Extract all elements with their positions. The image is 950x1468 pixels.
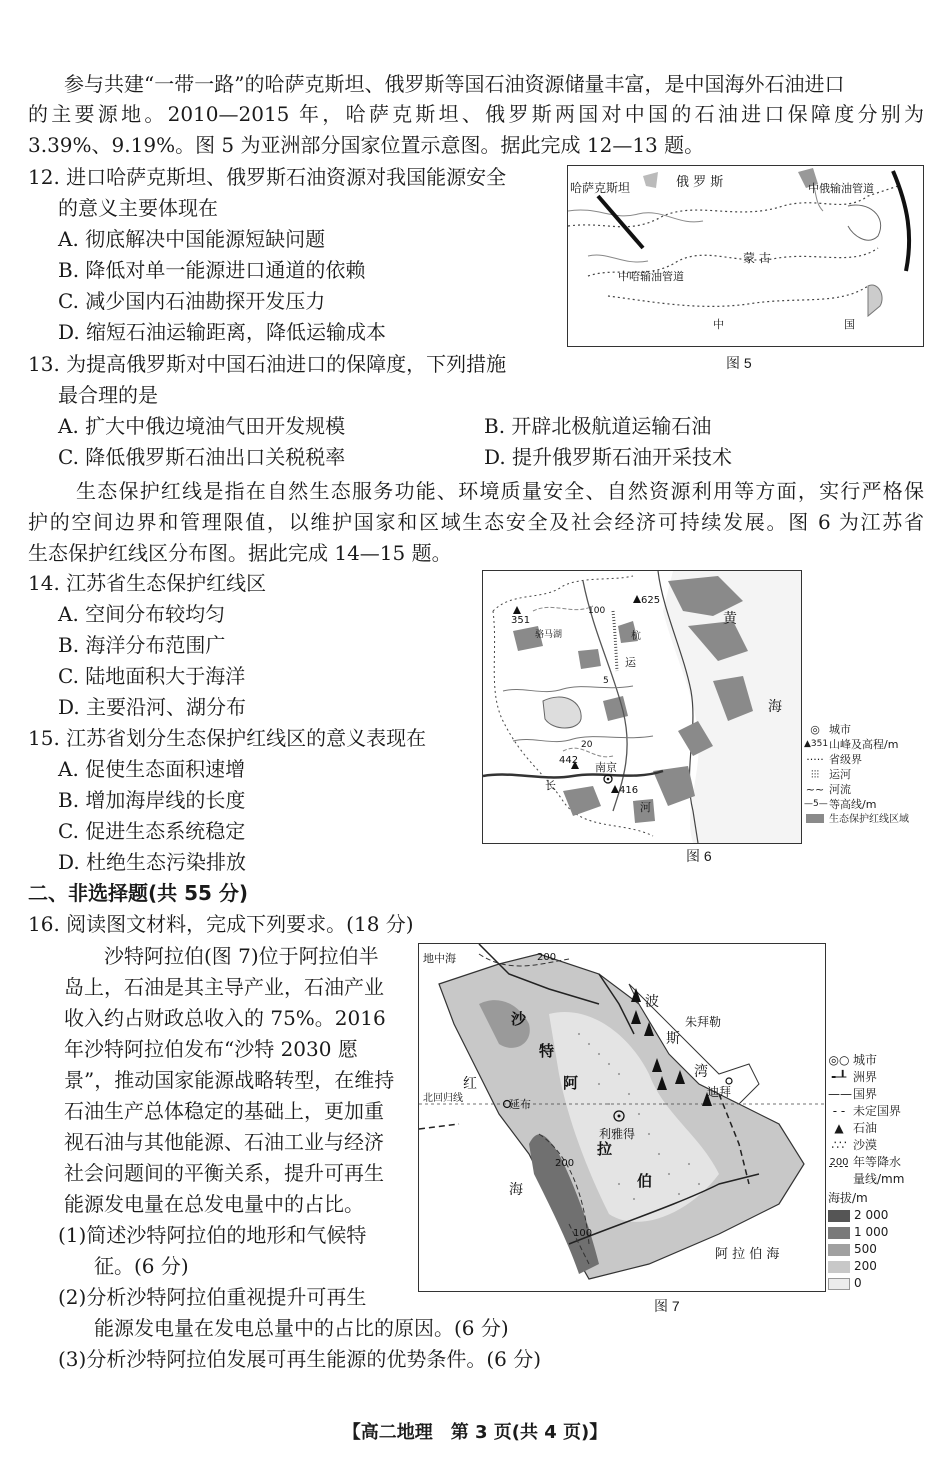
q13-stem-line1: 13. 为提高俄罗斯对中国石油进口的保障度，下列措施 [28, 352, 507, 376]
q14-option-c[interactable]: C. 陆地面积大于海洋 [58, 664, 246, 688]
fig7-label-yanbu: 延布 [509, 1098, 531, 1111]
q16-material-line9: 能源发电量在总发电量中的占比。 [64, 1192, 364, 1216]
intro2-line1: 生态保护红线是指在自然生态服务功能、环境质量安全、自然资源利用等方面，实行严格保 [76, 479, 924, 503]
figure-7-caption: 图 7 [654, 1298, 680, 1314]
fig6-label-contour-100: 100 [588, 606, 606, 616]
fig6-label-hang: 杭 [631, 631, 641, 642]
q12-option-a[interactable]: A. 彻底解决中国能源短缺问题 [58, 227, 326, 251]
fig5-label-china-1: 中 [713, 318, 724, 331]
fig5-label-russia: 俄 罗 斯 [676, 175, 724, 190]
figure-6-caption: 图 6 [686, 848, 712, 864]
figure-7-map-svg [419, 944, 825, 1291]
river-icon: ~~ [805, 783, 825, 796]
fig6-label-peak-442: 442 [559, 755, 579, 766]
fig7-label-saudi-2: 特 [539, 1042, 555, 1060]
fig7-legend-city: 城市 [853, 1053, 878, 1067]
fig7-elev-500: 500 [854, 1242, 877, 1256]
fig7-label-200-a: 200 [537, 952, 557, 963]
q13-option-c[interactable]: C. 降低俄罗斯石油出口关税税率 [58, 445, 346, 469]
fig7-label-saudi-5: 伯 [637, 1172, 653, 1190]
section-2-title: 二、非选择题(共 55 分) [28, 881, 249, 905]
fig6-legend-province: 省级界 [829, 753, 862, 766]
figure-6-map [482, 570, 802, 844]
fig5-label-china-2: 国 [844, 318, 855, 331]
peak-icon: ▲351 [804, 739, 829, 749]
q16-sub2-line1: (2)分析沙特阿拉伯重视提升可再生 [58, 1285, 367, 1309]
q15-option-b[interactable]: B. 增加海岸线的长度 [58, 788, 246, 812]
intro1-line2: 的主要源地。2010—2015 年，哈萨克斯坦、俄罗斯两国对中国的石油进口保障度分别为 [28, 102, 924, 126]
figure-7-legend [828, 1052, 946, 1292]
q16-material-line3: 收入约占财政总收入的 75%。2016 [64, 1006, 386, 1030]
fig6-label-nanjing: 南京 [595, 761, 617, 774]
intro1-line1: 参与共建“一带一路”的哈萨克斯坦、俄罗斯等国石油资源储量丰富，是中国海外石油进口 [64, 72, 845, 96]
fig7-label-saudi-4: 拉 [597, 1140, 613, 1158]
figure-5-caption: 图 5 [726, 355, 752, 371]
q16-sub1-line2: 征。(6 分) [94, 1254, 189, 1278]
q12-stem-line2: 的意义主要体现在 [58, 196, 218, 220]
fig6-legend-city: 城市 [829, 723, 851, 736]
redline-zone-icon [804, 812, 826, 827]
fig7-elev-200: 200 [854, 1259, 877, 1273]
intro1-line3: 3.39%、9.19%。图 5 为亚洲部分国家位置示意图。据此完成 12—13 题。 [28, 133, 705, 157]
q16-sub2-line2: 能源发电量在发电总量中的占比的原因。(6 分) [94, 1316, 509, 1340]
fig6-legend-canal: 运河 [829, 768, 851, 781]
fig7-label-med: 地中海 [423, 952, 456, 965]
q12-stem-line1: 12. 进口哈萨克斯坦、俄罗斯石油资源对我国能源安全 [28, 165, 507, 189]
fig7-label-dubai: 迪拜 [707, 1085, 732, 1099]
q14-stem: 14. 江苏省生态保护红线区 [28, 571, 267, 595]
fig6-label-sea-1: 黄 [723, 611, 737, 627]
elev-swatch-1000 [828, 1227, 850, 1239]
fig7-elev-1000: 1 000 [854, 1225, 889, 1239]
fig7-legend-undefined: 未定国界 [853, 1104, 902, 1118]
q14-option-d[interactable]: D. 主要沿河、湖分布 [58, 695, 247, 719]
fig7-elev-2000: 2 000 [854, 1208, 889, 1222]
q16-material-line2: 岛上，石油是其主导产业，石油产业 [64, 975, 384, 999]
fig7-label-tropic: 北回归线 [423, 1093, 463, 1104]
canal-icon: ⫶⫶⫶ [810, 768, 820, 781]
q16-material-line6: 石油生产总体稳定的基础上，更加重 [64, 1099, 384, 1123]
province-boundary-icon: ····· [806, 753, 824, 766]
fig5-label-pipeline-ru: 中俄输油管道 [808, 182, 874, 195]
q15-option-a[interactable]: A. 促使生态面积速增 [58, 757, 246, 781]
q16-material-line4: 年沙特阿拉伯发布“沙特 2030 愿 [64, 1037, 358, 1061]
fig6-legend-redline: 生态保护红线区域 [829, 814, 909, 825]
isohyet-icon: 200 [829, 1157, 849, 1168]
fig7-legend-continent: 洲界 [853, 1070, 878, 1084]
fig7-label-100: 100 [573, 1228, 593, 1239]
fig6-label-yangtze: 长 [545, 779, 556, 792]
figure-7-map [418, 943, 826, 1292]
elev-swatch-200 [828, 1261, 850, 1273]
fig6-peak-icon-625 [633, 595, 641, 603]
fig7-label-saudi-3: 阿 [563, 1074, 579, 1092]
fig6-label-peak-351: 351 [511, 615, 531, 626]
q12-option-d[interactable]: D. 缩短石油运输距离，降低运输成本 [58, 320, 387, 344]
q12-option-b[interactable]: B. 降低对单一能源进口通道的依赖 [58, 258, 366, 282]
fig6-label-contour-5: 5 [603, 676, 609, 686]
fig6-label-canal-1: 运 [625, 656, 636, 669]
figure-6-map-svg [483, 571, 801, 843]
page-footer: 【高二地理 第 3 页(共 4 页)】 [342, 1422, 608, 1443]
fig7-label-200-b: 200 [555, 1158, 575, 1169]
q15-stem: 15. 江苏省划分生态保护红线区的意义表现在 [28, 726, 427, 750]
q16-material-line5: 景”，推动国家能源战略转型，在维持 [64, 1068, 395, 1092]
fig6-legend-contour: 等高线/m [829, 798, 877, 811]
fig6-peak-icon-351 [513, 606, 521, 614]
national-boundary-icon: —— [828, 1087, 852, 1101]
fig7-label-riyadh: 利雅得 [599, 1127, 636, 1141]
q14-option-a[interactable]: A. 空间分布较均匀 [58, 602, 226, 626]
fig7-legend-isohyet-2: 量线/mm [853, 1172, 905, 1186]
elev-swatch-500 [828, 1244, 850, 1256]
city-icon: ◎ [810, 723, 820, 736]
figure-5-map [567, 165, 924, 347]
elev-swatch-0 [828, 1278, 850, 1290]
fig7-label-red-1: 红 [463, 1076, 477, 1092]
q16-sub3: (3)分析沙特阿拉伯发展可再生能源的优势条件。(6 分) [58, 1347, 542, 1371]
q13-stem-line2: 最合理的是 [58, 383, 158, 407]
q16-sub1-line1: (1)简述沙特阿拉伯的地形和气候特 [58, 1223, 367, 1247]
oil-icon: ▲ [834, 1121, 844, 1135]
fig6-label-sea-2: 海 [768, 699, 782, 715]
q15-option-d[interactable]: D. 杜绝生态污染排放 [58, 850, 247, 874]
city-icon: ◎○ [828, 1053, 850, 1067]
elev-swatch-2000 [828, 1210, 850, 1222]
fig7-legend-desert: 沙漠 [853, 1138, 878, 1152]
fig7-label-saudi-1: 沙 [511, 1010, 527, 1028]
q14-option-b[interactable]: B. 海洋分布范围广 [58, 633, 226, 657]
fig6-peak-icon-416 [611, 785, 619, 793]
fig7-label-gulf-2: 斯 [666, 1031, 680, 1047]
intro2-line2: 护的空间边界和管理限值，以维护国家和区域生态安全及社会经济可持续发展。图 6 为江苏省 [28, 510, 924, 534]
fig6-label-contour-20: 20 [581, 740, 593, 750]
fig7-legend-oil: 石油 [853, 1121, 878, 1135]
q16-stem: 16. 阅读图文材料，完成下列要求。(18 分) [28, 912, 414, 936]
q13-option-a[interactable]: A. 扩大中俄边境油气田开发规模 [58, 414, 346, 438]
fig7-label-red-2: 海 [509, 1182, 523, 1198]
q16-material-line7: 视石油与其他能源、石油工业与经济 [64, 1130, 384, 1154]
desert-icon: ∴∵ [831, 1138, 847, 1152]
fig7-label-gulf-1: 波 [645, 994, 659, 1010]
fig6-label-lake: 骆马湖 [535, 630, 563, 640]
fig5-label-pipeline-kz: 中哈输油管道 [618, 270, 684, 283]
fig7-label-gulf-3: 湾 [694, 1064, 708, 1080]
fig7-elev-0: 0 [854, 1276, 862, 1290]
q13-option-b[interactable]: B. 开辟北极航道运输石油 [484, 414, 712, 438]
q15-option-c[interactable]: C. 促进生态系统稳定 [58, 819, 246, 843]
fig7-elevation-title: 海拔/m [828, 1191, 868, 1205]
fig7-label-arabsea: 阿 拉 伯 海 [715, 1247, 780, 1262]
continent-boundary-icon: ╾┸ [831, 1070, 847, 1084]
q13-option-d[interactable]: D. 提升俄罗斯石油开采技术 [484, 445, 733, 469]
fig6-legend-peak: 山峰及高程/m [829, 738, 899, 751]
fig7-legend-isohyet-1: 年等降水 [853, 1155, 902, 1169]
q16-material-line8: 社会问题间的平衡关系，提升可再生 [64, 1161, 384, 1185]
contour-icon: —5— [804, 799, 828, 809]
fig5-label-mongolia: 蒙 古 [743, 251, 771, 265]
undefined-boundary-icon: - - [832, 1104, 846, 1118]
q12-option-c[interactable]: C. 减少国内石油勘探开发压力 [58, 289, 326, 313]
fig5-label-kazakhstan: 哈萨克斯坦 [570, 181, 631, 195]
fig6-label-peak-625: 625 [641, 595, 661, 606]
fig6-label-peak-416: 416 [619, 785, 639, 796]
figure-5-map-svg [568, 166, 923, 346]
q16-material-line1: 沙特阿拉伯(图 7)位于阿拉伯半 [104, 944, 379, 968]
fig7-legend-national: 国界 [853, 1087, 878, 1101]
fig7-label-jubail: 朱拜勒 [685, 1015, 722, 1029]
fig6-label-canal-2: 河 [640, 801, 651, 814]
fig6-legend-river: 河流 [829, 783, 851, 796]
figure-6-legend [804, 722, 946, 827]
intro2-line3: 生态保护红线区分布图。据此完成 14—15 题。 [28, 541, 452, 565]
